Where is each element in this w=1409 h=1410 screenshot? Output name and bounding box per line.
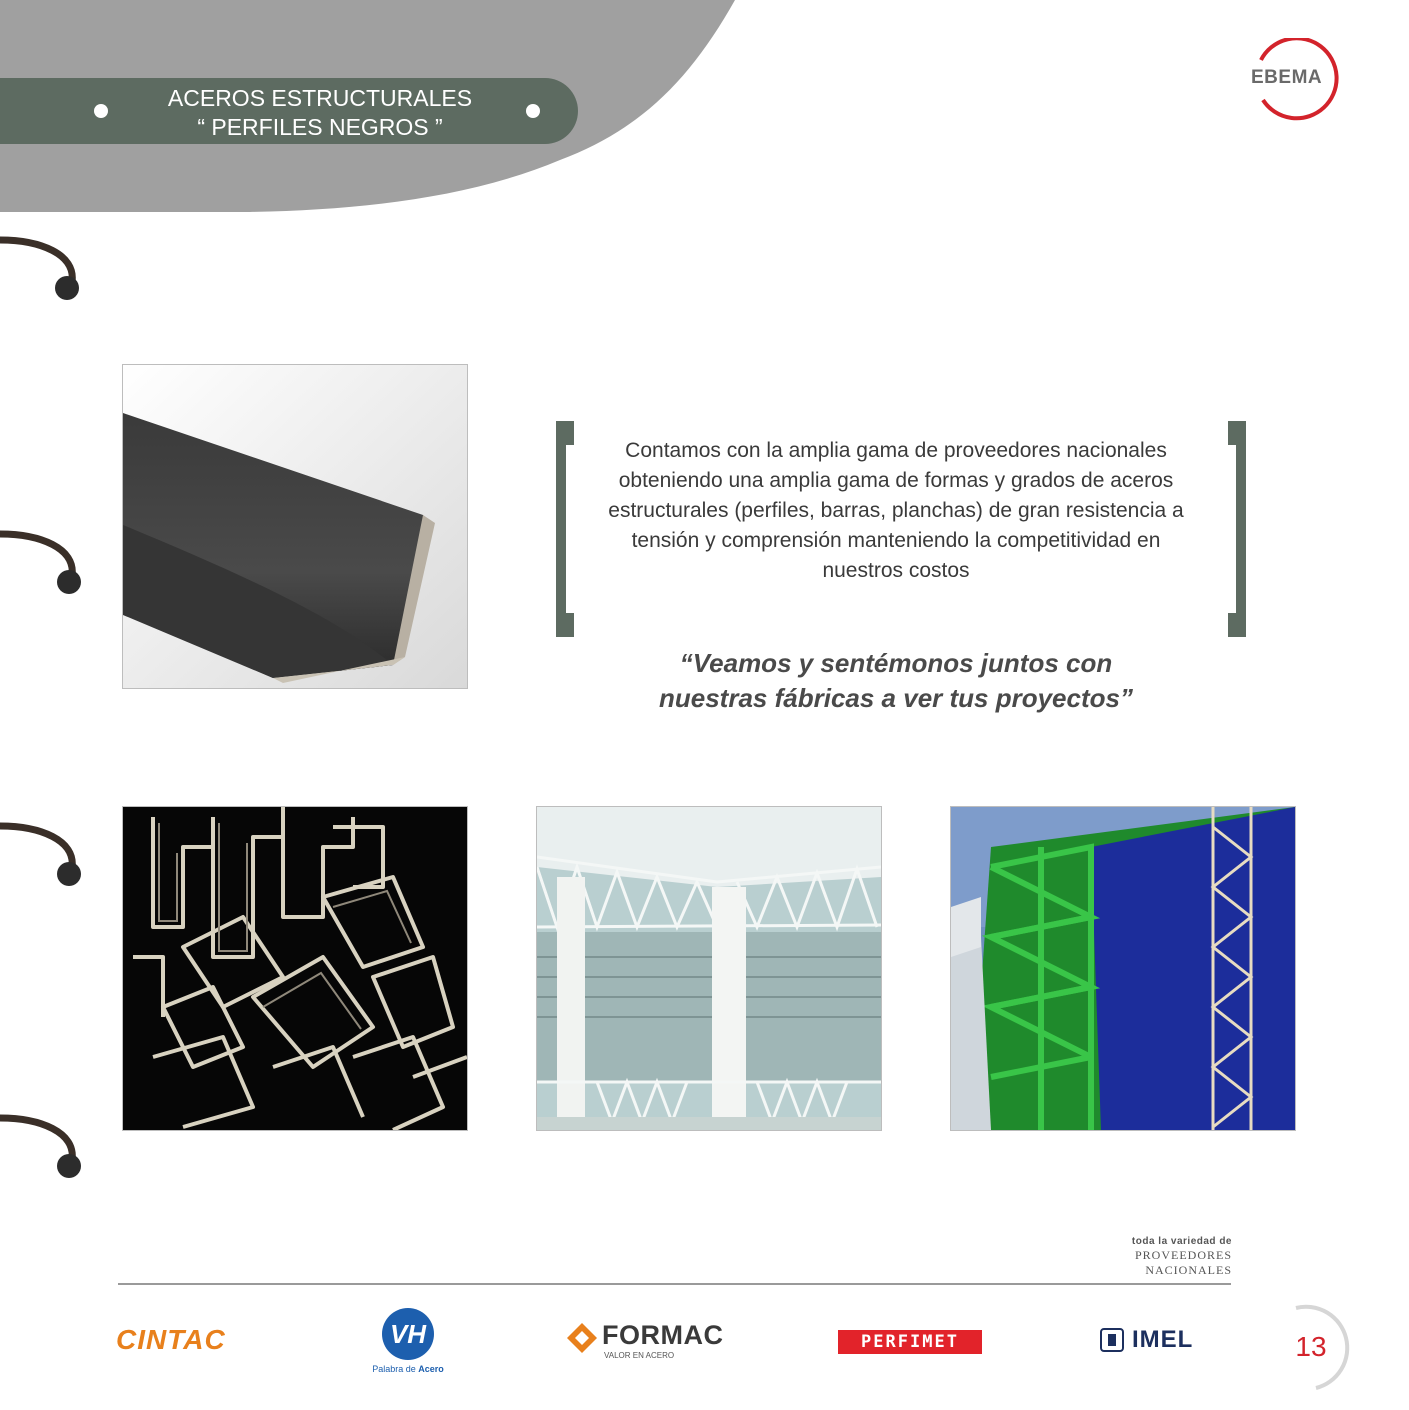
formac-logo-text: FORMAC <box>602 1320 724 1350</box>
ebema-logo <box>1247 38 1339 122</box>
photo-steel-profiles <box>122 806 468 1131</box>
perfimet-logo: PERFIMET <box>838 1330 982 1354</box>
cintac-logo: CINTAC <box>116 1324 226 1355</box>
formac-logo <box>566 1318 726 1362</box>
section-title-banner <box>0 78 578 144</box>
imel-logo-text: IMEL <box>1132 1326 1194 1353</box>
binder-ring-3 <box>0 812 90 892</box>
binder-ring-1 <box>0 226 90 306</box>
providers-tagline-line3: NACIONALES <box>1145 1263 1232 1277</box>
vh-tagline-bold: Acero <box>418 1364 444 1374</box>
binder-ring-4 <box>0 1104 90 1184</box>
photo-steel-construction <box>950 806 1296 1131</box>
providers-tagline-line1: toda la variedad de <box>1131 1236 1232 1247</box>
formac-diamond-icon <box>566 1322 598 1354</box>
bullet-dot-right <box>526 104 540 118</box>
binder-ring-2 <box>0 520 90 600</box>
page-number: 13 <box>1295 1331 1327 1362</box>
bracket-left <box>556 421 574 637</box>
section-title-line1: ACEROS ESTRUCTURALES <box>167 85 473 111</box>
ebema-logo-text: EBEMA <box>1251 67 1323 88</box>
providers-tagline-line2: PROVEEDORES <box>1134 1248 1232 1262</box>
bracket-right <box>1228 421 1246 637</box>
footer-divider <box>118 1283 1231 1285</box>
description-paragraph: Contamos con la amplia gama de proveedores nacionales obteniendo una amplia gama de formas y grados de aceros estructurales (perfiles, barras, planchas) de gran resistencia a tensión y comprensión manteniendo la competitividad en nuestros costos <box>608 439 1184 582</box>
vh-logo <box>366 1308 450 1380</box>
page-number-badge <box>1266 1302 1356 1392</box>
photo-angle-steel <box>122 364 468 689</box>
slogan-quote <box>560 646 1232 716</box>
section-title <box>135 84 505 142</box>
slogan-quote-line2: nuestras fábricas a ver tus proyectos” <box>659 683 1133 713</box>
imel-logo <box>1100 1326 1208 1358</box>
photo-warehouse-structure <box>536 806 882 1131</box>
vh-tagline-prefix: Palabra de <box>372 1364 419 1374</box>
imel-emblem-icon <box>1100 1328 1124 1352</box>
providers-tagline <box>1110 1236 1232 1278</box>
formac-logo-tagline: VALOR EN ACERO <box>604 1351 675 1360</box>
bullet-dot-left <box>94 104 108 118</box>
vh-logo-text: VH <box>389 1319 427 1349</box>
vh-logo-tagline <box>366 1364 450 1374</box>
section-title-line2: “ PERFILES NEGROS ” <box>197 114 443 140</box>
slogan-quote-line1: “Veamos y sentémonos juntos con <box>679 648 1113 678</box>
